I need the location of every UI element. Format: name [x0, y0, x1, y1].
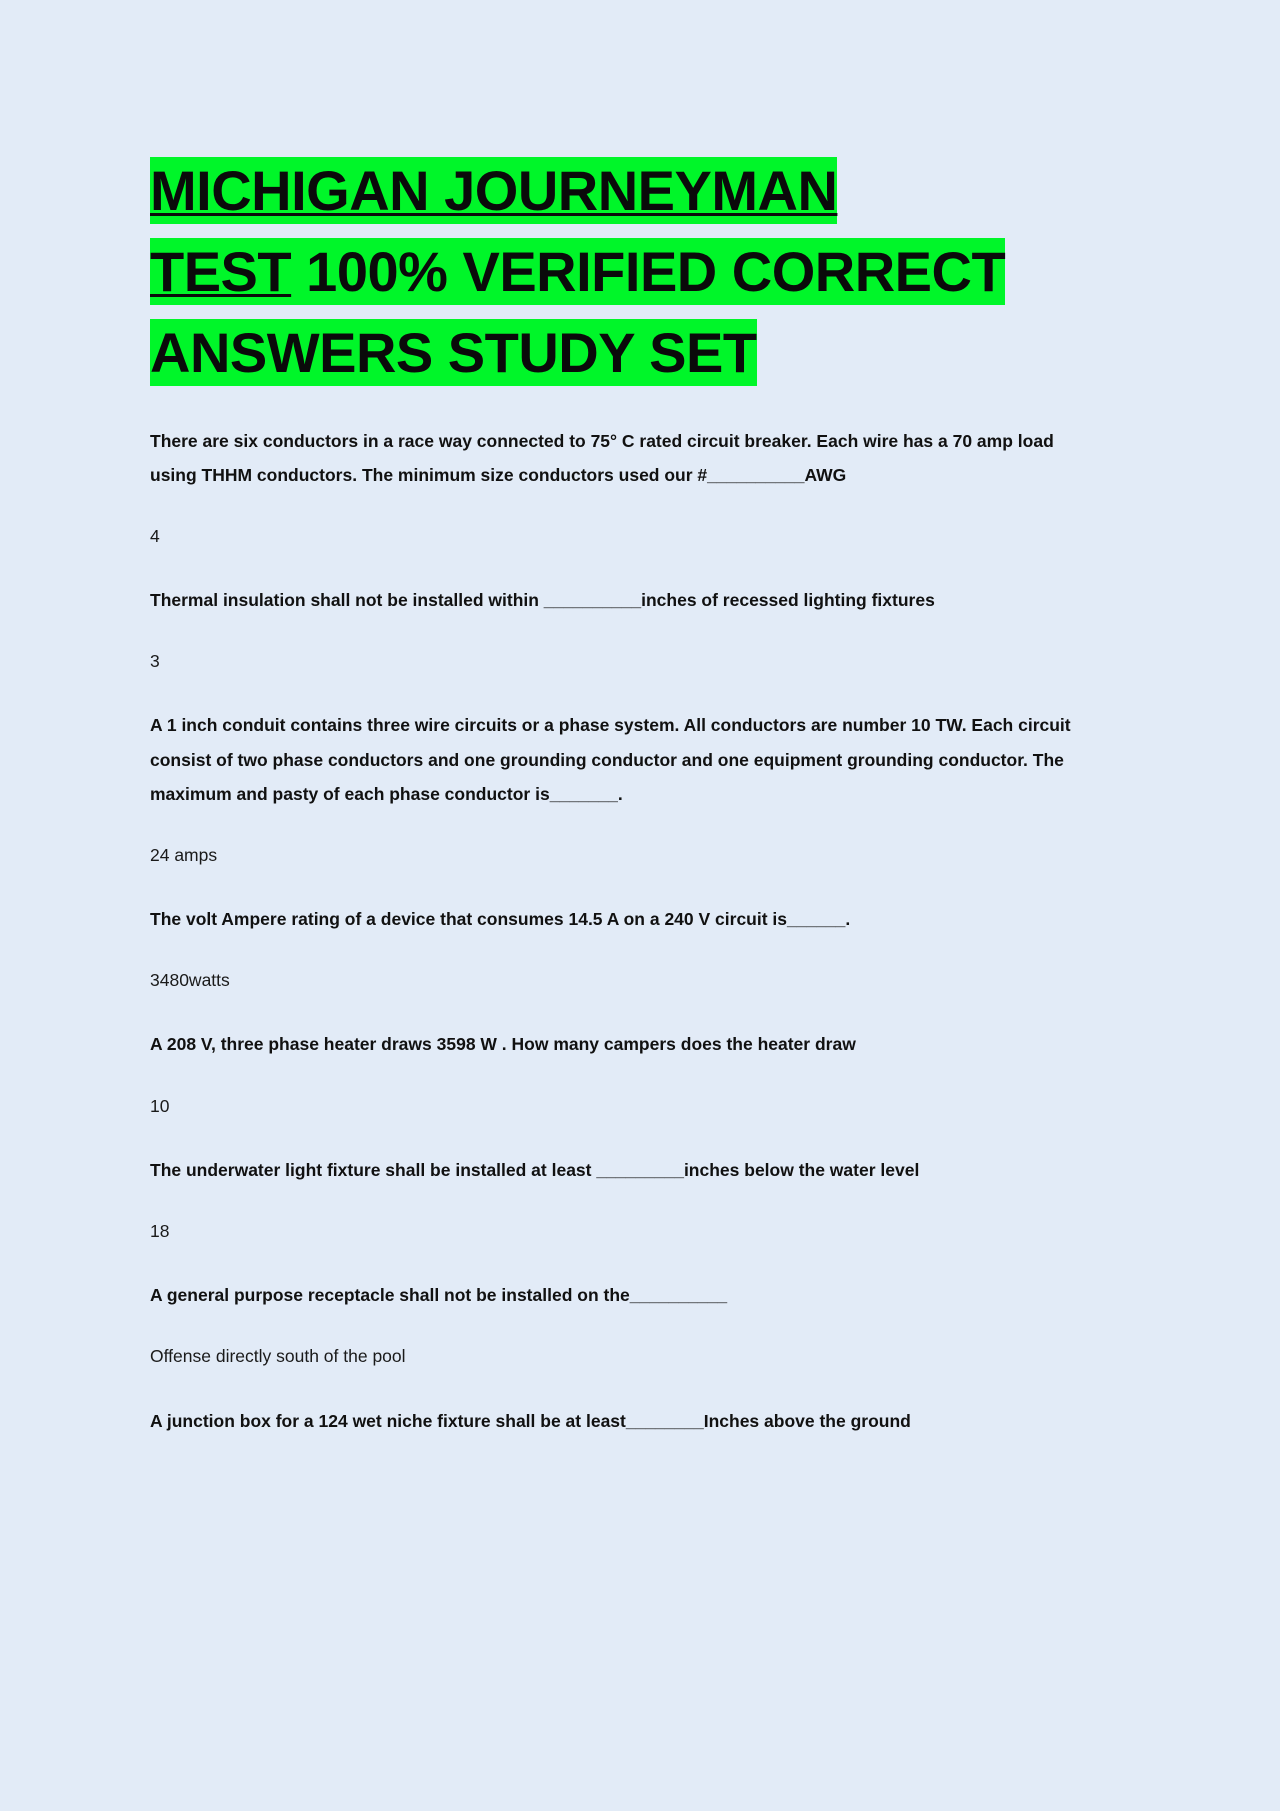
question-text: The underwater light fixture shall be installed at least _________inches below the water level	[150, 1159, 920, 1180]
title-line-3: ANSWERS STUDY SET	[150, 321, 757, 385]
answer-text: 3480watts	[150, 970, 230, 991]
title-line-1: MICHIGAN JOURNEYMAN	[150, 159, 838, 222]
title-line-2-rest: 100% VERIFIED CORRECT	[291, 240, 1006, 304]
answer-text: 10	[150, 1095, 170, 1116]
question-text: A junction box for a 124 wet niche fixture shall be at least________Inches above the ground	[150, 1410, 911, 1431]
answer-text: 3	[150, 651, 160, 672]
question-text: A 1 inch conduit contains three wire circuits or a phase system. All conductors are number 10 TW. Each circuit consist of two phase conductors and one grounding conductor and one equipment grounding conductor. The maximum and pasty of each phase conductor is_______.	[150, 715, 1071, 804]
answer-text: 24 amps	[150, 844, 218, 865]
question-text: The volt Ampere rating of a device that consumes 14.5 A on a 240 V circuit is______.	[150, 909, 851, 930]
answer-text: 18	[150, 1220, 170, 1241]
page-title	[150, 150, 1130, 394]
question-text: There are six conductors in a race way connected to 75° C rated circuit breaker. Each wire has a 70 amp load using THHM conductors. The minimum size conductors used our #__________AWG	[150, 430, 1054, 485]
answer-text: 4	[150, 525, 160, 546]
answer-text: Offense directly south of the pool	[150, 1346, 406, 1367]
question-text: Thermal insulation shall not be installed within __________inches of recessed lighting fixtures	[150, 590, 935, 611]
question-answer-list	[150, 424, 1130, 1438]
question-text: A 208 V, three phase heater draws 3598 W . How many campers does the heater draw	[150, 1034, 856, 1055]
title-line-2-underlined: TEST	[150, 240, 292, 304]
question-text: A general purpose receptacle shall not be installed on the__________	[150, 1285, 728, 1306]
